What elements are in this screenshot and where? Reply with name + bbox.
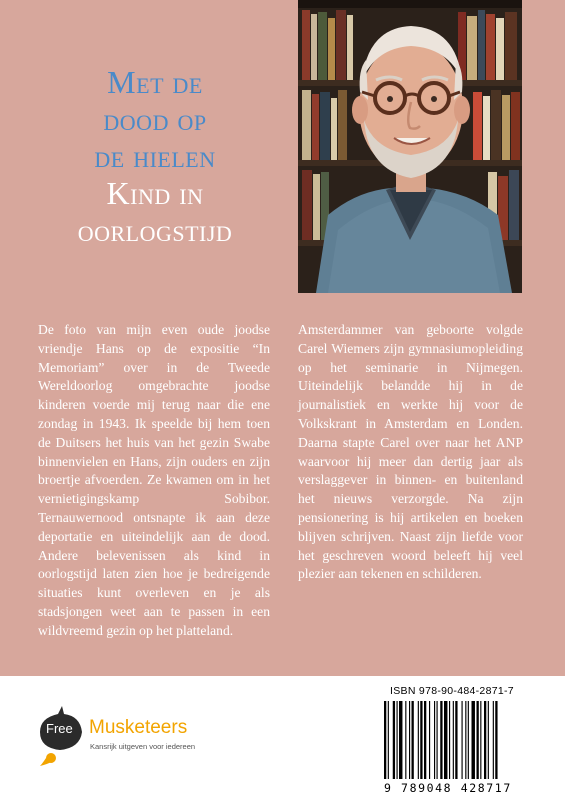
title-line-3: de hielen <box>94 138 216 174</box>
isbn-barcode <box>382 701 532 781</box>
blurb-right-column: Amsterdammer van geboorte volgde Carel Wiemers zijn gymnasiumopleiding op het seminarie in Nijmegen. Uiteindelijk belandde hij in de journalistiek en werkte hij voor de Volkskrant in Amsterdam en Londen. Daarna stapte Carel over naar het ANP waarvoor hij meer dan dertig jaar als verslaggever in binnen- en buitenland het nieuws verzorgde. Na zijn pensionering is hij artikelen en boeken blijven schrijven. Naast zijn liefde voor het geschreven woord beleeft hij veel plezier aan tekenen en schilderen. <box>298 322 523 582</box>
footer-strip <box>0 676 565 800</box>
publisher-tagline: Kansrijk uitgeven voor iedereen <box>90 742 196 751</box>
isbn-label: ISBN 978-90-484-2871-7 <box>390 685 514 697</box>
publisher-name-free: Free <box>46 721 73 736</box>
title-line-2: dood op <box>103 101 207 137</box>
publisher-logo <box>38 706 208 766</box>
subtitle-line-2: oorlogstijd <box>77 212 233 248</box>
subtitle-line-1: Kind in <box>106 175 204 211</box>
author-photo <box>298 0 522 293</box>
publisher-name-musketeers: Musketeers <box>89 717 188 738</box>
blurb-left-column: De foto van mijn even oude joodse vriendje Hans op de expositie “In Memoriam” over in de Tweede Wereldoorlog omgebrachte joodse kinderen voerde mij terug naar die ene zondag in 1943. Ik speelde bij hem toen de Duitsers het huis van het gezin Swabe binnenvielen en Hans, zijn ouders en zijn broertje afvoerden. Ze kwamen om in het vernietigingskamp Sobibor. Ternauwernood ontsnapte ik aan deze deportatie en uiteindelijk aan de dood. Andere belevenissen als kind in oorlogstijd laten zien hoe je bedreigende situaties kunt overleven en je als stadsjongen weet aan te passen in een wildvreemd gezin op het platteland. <box>38 322 270 638</box>
book-title <box>20 64 290 249</box>
barcode-digits: 9 789048 428717 <box>384 781 512 795</box>
title-line-1: Met de <box>107 64 203 100</box>
